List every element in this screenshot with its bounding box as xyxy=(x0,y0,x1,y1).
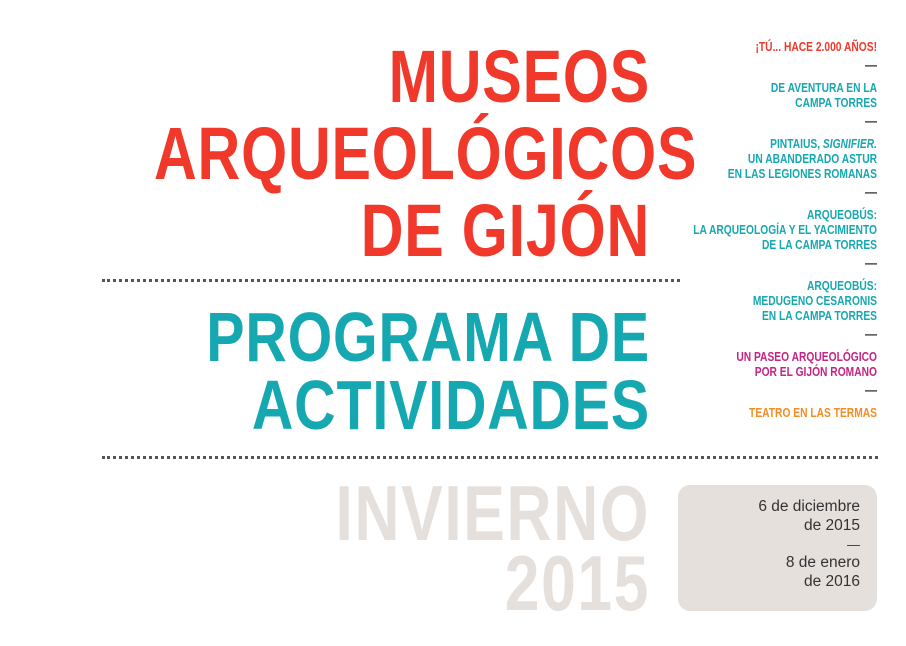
activity-line: MEDUGENO CESARONIS xyxy=(752,294,877,308)
start-date-line-1: 6 de diciembre xyxy=(758,498,860,515)
separator: — xyxy=(865,185,877,199)
date-separator: — xyxy=(847,537,860,552)
separator: — xyxy=(865,327,877,341)
activity-line: UN PASEO ARQUEOLÓGICO xyxy=(736,350,877,364)
date-range xyxy=(758,497,860,591)
program-title xyxy=(142,298,650,444)
activity-item[interactable] xyxy=(680,208,877,253)
separator: — xyxy=(865,383,877,397)
title-line-3: DE GIJÓN xyxy=(360,189,650,272)
activity-line: DE LA CAMPA TORRES xyxy=(761,238,877,252)
dotted-divider-bottom xyxy=(102,456,878,459)
activity-item[interactable] xyxy=(680,81,877,111)
end-date-line-1: 8 de enero xyxy=(785,554,860,571)
activity-item[interactable] xyxy=(680,350,877,380)
activity-line: ARQUEOBÚS: xyxy=(806,208,877,222)
signifier-emphasis: SIGNIFIER. xyxy=(822,137,877,151)
title-line-2: ARQUEOLÓGICOS xyxy=(154,112,698,195)
dotted-divider-top xyxy=(102,279,680,282)
separator: — xyxy=(865,256,877,270)
activity-line: EN LAS LEGIONES ROMANAS xyxy=(727,167,877,181)
activity-item[interactable] xyxy=(680,40,877,55)
activity-line: UN ABANDERADO ASTUR xyxy=(747,152,877,166)
activities-list xyxy=(637,40,877,421)
activity-item[interactable] xyxy=(680,406,877,421)
season-line-1: INVIERNO xyxy=(335,469,650,557)
activity-line: EN LA CAMPA TORRES xyxy=(761,309,877,323)
activity-line: ARQUEOBÚS: xyxy=(806,279,877,293)
separator: — xyxy=(865,114,877,128)
date-range-box xyxy=(678,485,877,611)
season-title xyxy=(154,469,650,627)
title-line-1: MUSEOS xyxy=(388,35,650,118)
activity-line: PINTAIUS, SIGNIFIER. xyxy=(770,137,877,151)
subtitle-line-2: ACTIVIDADES xyxy=(251,366,650,444)
activity-line: LA ARQUEOLOGÍA Y EL YACIMIENTO xyxy=(693,223,877,237)
activity-item[interactable] xyxy=(680,137,877,182)
activity-line: ¡TÚ... HACE 2.000 AÑOS! xyxy=(755,40,877,54)
subtitle-line-1: PROGRAMA DE xyxy=(206,298,650,376)
activity-line: POR EL GIJÓN ROMANO xyxy=(754,365,877,379)
season-line-2: 2015 xyxy=(504,539,650,627)
activity-item[interactable] xyxy=(680,279,877,324)
main-title xyxy=(154,35,698,272)
end-date-line-2: de 2016 xyxy=(803,573,860,590)
separator: — xyxy=(865,58,877,72)
activity-line: TEATRO EN LAS TERMAS xyxy=(749,406,877,420)
activity-line: CAMPA TORRES xyxy=(795,96,877,110)
start-date-line-2: de 2015 xyxy=(803,517,860,534)
activity-line: DE AVENTURA EN LA xyxy=(770,81,877,95)
